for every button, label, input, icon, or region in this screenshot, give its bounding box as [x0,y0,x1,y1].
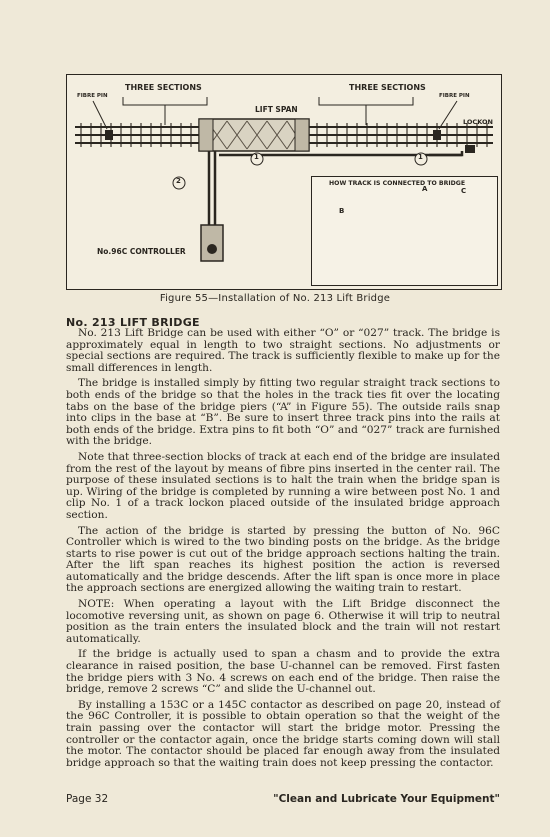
figure-55 [66,74,502,290]
controller [201,225,223,261]
marker-2: 2 [176,177,181,185]
paragraph: NOTE: When operating a layout with the Lift Bridge disconnect the locomotive reversing unit, as shown on page 6. Otherwise it will trip to neutral position as the train enters the insulated block and the train will not restart automatically. [66,598,500,645]
label-controller: No.96C CONTROLLER [97,247,186,256]
paragraph: By installing a 153C or a 145C contactor as described on page 20, instead of the 96C Controller, it is possible to obtain operation so that the weight of the train passing over the contactor will start the bridge motor. Pressing the controller or the contactor again, once the bridge starts coming down will stall the motor. The contactor should be placed far enough away from the insulated bridge approach so that the waiting train does not keep pressing the contactor. [66,698,500,769]
marker-1-right: 1 [418,153,423,161]
label-fibre-pin-left: FIBRE PIN [77,93,108,99]
label-inset-title: HOW TRACK IS CONNECTED TO BRIDGE [329,180,466,187]
inset-panel [311,176,498,286]
lift-span [199,119,309,151]
footer-slogan: "Clean and Lubricate Your Equipment" [273,793,500,805]
label-lockon: LOCKON [463,118,493,126]
paragraph: Note that three-section blocks of track at each end of the bridge are insulated from the rest of the layout by means of fibre pins inserted in the center rail. The purpose of these insulated sections is to halt the train when the bridge span is up. Wiring of the bridge is completed by running a wire between post No. 1 and clip No. 1 of a track lockon placed outside of the insulated bridge approach section. [66,450,500,521]
paragraph: The action of the bridge is started by pressing the button of No. 96C Controller which is wired to the two binding posts on the bridge. As the bridge starts to rise power is cut out of the bridge approach sections halting the train. After the lift span reaches its highest position the action is reversed automatically and the bridge descends. After the lift span is once more in place the approach sections are energized allowing the waiting train to restart. [66,524,500,595]
marker-1-left: 1 [254,153,259,161]
point-b: B [339,207,345,215]
paragraph: No. 213 Lift Bridge can be used with either “O” or “027” track. The bridge is approximately equal in length to two straight sections. No adjustments or special sections are required. The track is sufficiently flexible to make up for the small differences in length. [66,327,500,374]
figure-caption: Figure 55—Installation of No. 213 Lift Bridge [159,293,391,304]
label-lift-span: LIFT SPAN [255,105,298,114]
fibre-pin-right [433,130,441,140]
label-three-sections-right: THREE SECTIONS [349,83,426,92]
point-c: C [461,187,467,195]
section-heading: No. 213 LIFT BRIDGE [66,316,200,329]
paragraph: The bridge is installed simply by fitting two regular straight track sections to both ends of the bridge so that the holes in the track ties fit over the locating tabs on the base of the bridge piers (“A” in Figure 55). The outside rails snap into clips in the base at “B”. Be sure to insert three track pins into the rails at both ends of the bridge. Extra pins to fit both “O” and “027” track are furnished with the bridge. [66,377,500,448]
point-a: A [422,185,428,193]
fibre-pin-left [105,130,113,140]
page-number: Page 32 [66,793,109,805]
body-text [66,328,500,773]
label-three-sections-left: THREE SECTIONS [125,83,202,92]
paragraph: If the bridge is actually used to span a chasm and to provide the extra clearance in raised position, the base U-channel can be removed. First fasten the bridge piers with 3 No. 4 screws on each end of the bridge. Then raise the bridge, remove 2 screws “C” and slide the U-channel out. [66,648,500,696]
lockon [465,145,475,153]
label-fibre-pin-right: FIBRE PIN [439,93,470,99]
